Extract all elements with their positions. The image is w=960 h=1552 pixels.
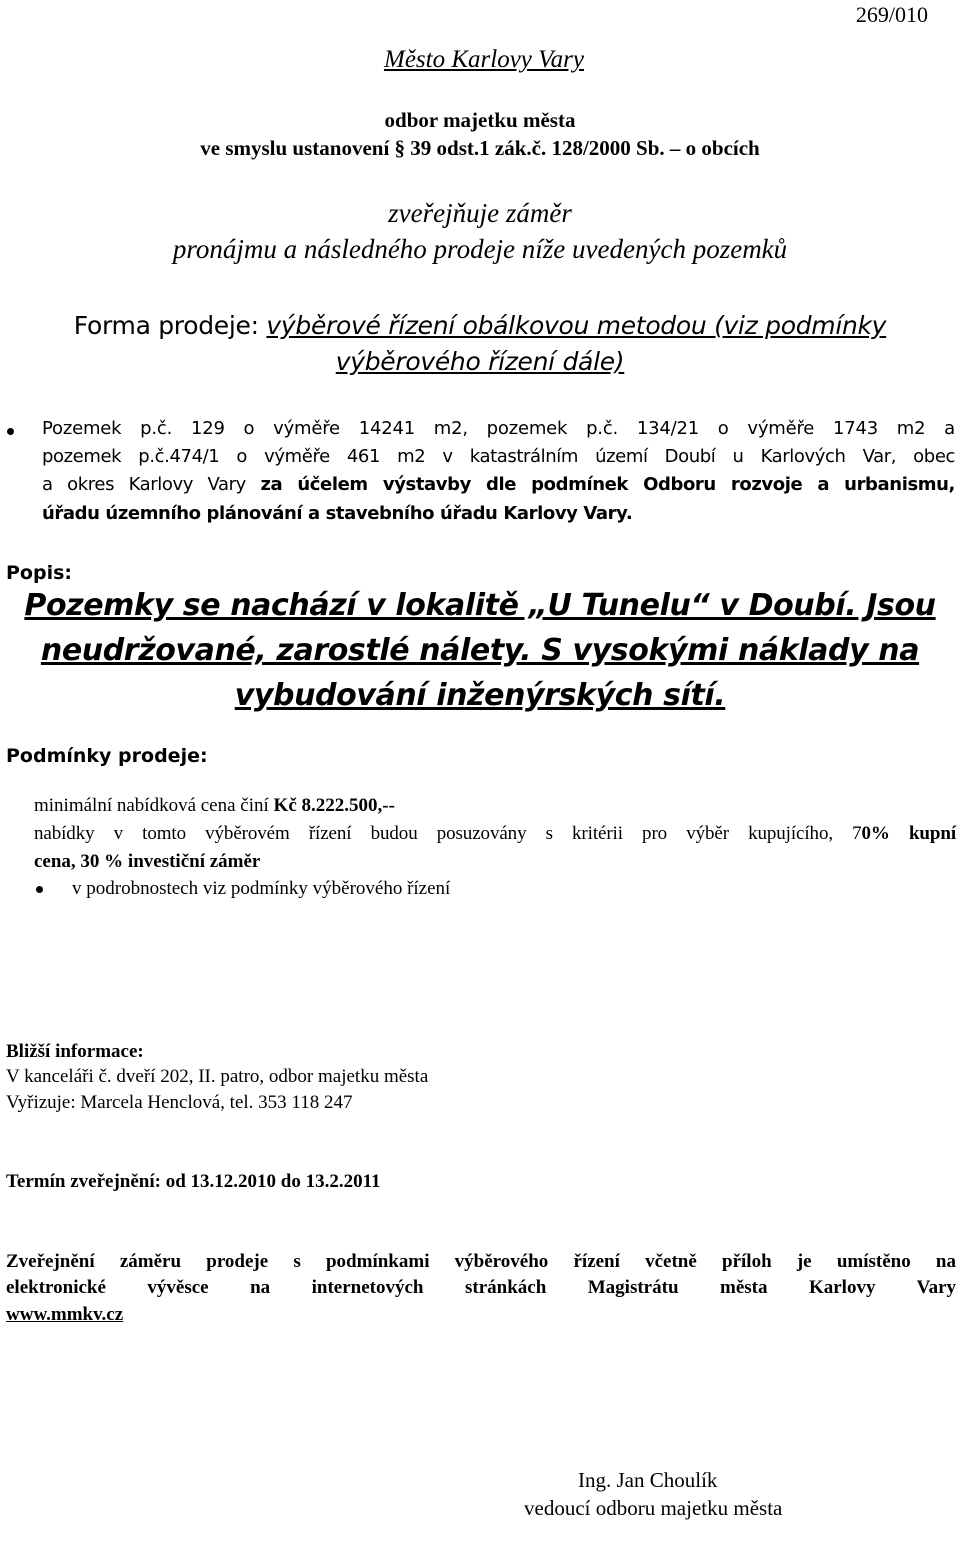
website-link[interactable]: www.mmkv.cz bbox=[6, 1304, 124, 1325]
legal-basis: ve smyslu ustanovení § 39 odst.1 zák.č. 128/2000 Sb. – o obcích bbox=[200, 136, 760, 160]
conditions-label: Podmínky prodeje: bbox=[6, 745, 208, 767]
signature-title: vedoucí odboru majetku města bbox=[524, 1496, 783, 1520]
parcels-line-1: Pozemek p.č. 129 o výměře 14241 m2, pozemek p.č. 134/21 o výměře 1743 m2 a bbox=[42, 418, 955, 439]
publication-notice-1: Zveřejnění záměru prodeje s podmínkami výběrového řízení včetně příloh je umístěno na bbox=[6, 1251, 956, 1272]
sale-form-value-1: výběrové řízení obálkovou metodou (viz podmínky bbox=[266, 311, 887, 340]
info-office: V kanceláři č. dveří 202, II. patro, odbor majetku města bbox=[6, 1066, 429, 1087]
signature-name: Ing. Jan Choulík bbox=[578, 1468, 718, 1492]
sale-form-value-2: výběrového řízení dále) bbox=[335, 347, 625, 376]
publication-term: Termín zveřejnění: od 13.12.2010 do 13.2.2011 bbox=[6, 1171, 381, 1192]
info-label: Bližší informace: bbox=[6, 1041, 144, 1062]
department-name: odbor majetku města bbox=[384, 108, 576, 132]
sale-form-label: Forma prodeje: bbox=[73, 311, 267, 340]
intent-line-2: pronájmu a následného prodeje níže uvedených pozemků bbox=[172, 234, 788, 264]
bullet-icon bbox=[7, 428, 14, 435]
parcels-location: a okres Karlovy Vary bbox=[42, 474, 261, 495]
publication-notice-2: elektronické vývěsce na internetových stránkách Magistrátu města Karlovy Vary bbox=[6, 1277, 956, 1298]
parcels-line-3 bbox=[42, 474, 955, 495]
description-label: Popis: bbox=[6, 562, 72, 584]
criteria-text: nabídky v tomto výběrovém řízení budou posuzovány s kritérii pro výběr kupujícího, 7 bbox=[34, 823, 862, 844]
parcels-line-2: pozemek p.č.474/1 o výměře 461 m2 v katastrálním území Doubí u Karlových Var, obec bbox=[42, 446, 955, 467]
criteria-line-1 bbox=[34, 823, 956, 845]
city-title: Město Karlovy Vary bbox=[384, 46, 584, 73]
intent-line-1: zveřejňuje záměr bbox=[388, 198, 572, 228]
conditions-details: v podrobnostech viz podmínky výběrového řízení bbox=[72, 878, 451, 899]
parcels-line-4: úřadu územního plánování a stavebního úřadu Karlovy Vary. bbox=[42, 503, 633, 524]
description-line-2: neudržované, zarostlé nálety. S vysokými náklady na bbox=[40, 633, 920, 668]
info-contact: Vyřizuje: Marcela Henclová, tel. 353 118 247 bbox=[6, 1092, 353, 1113]
description-line-3: vybudování inženýrských sítí. bbox=[234, 678, 726, 713]
min-price-label: minimální nabídková cena činí bbox=[34, 795, 274, 816]
description-line-1: Pozemky se nachází v lokalitě „U Tunelu“ v Doubí. Jsou bbox=[24, 588, 936, 623]
criteria-emphasis: 0% kupní bbox=[861, 823, 957, 844]
parcels-purpose: za účelem výstavby dle podmínek Odboru rozvoje a urbanismu, bbox=[260, 474, 955, 495]
min-price bbox=[34, 795, 395, 817]
bullet-icon bbox=[36, 886, 43, 893]
document-number: 269/010 bbox=[855, 2, 928, 27]
criteria-line-2: cena, 30 % investiční záměr bbox=[34, 851, 261, 872]
sale-form bbox=[0, 311, 960, 340]
min-price-value: Kč 8.222.500,-- bbox=[273, 795, 395, 816]
